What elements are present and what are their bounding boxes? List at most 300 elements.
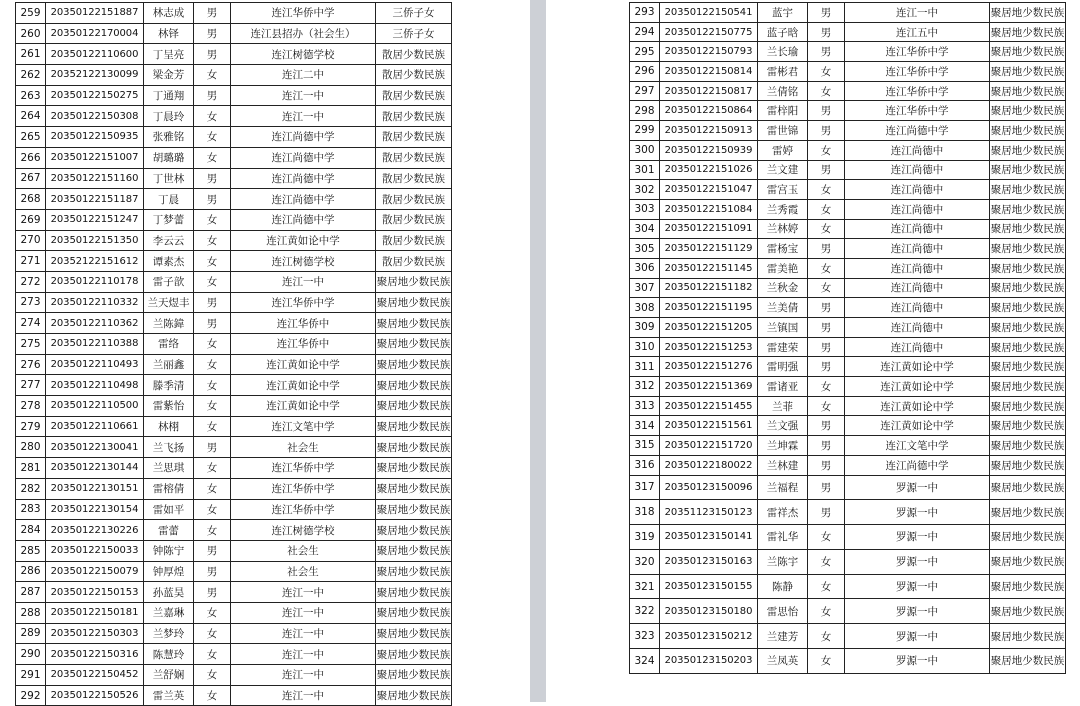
- exam-id-cell: 20350122150775: [660, 22, 758, 42]
- gender-cell: 女: [194, 458, 231, 479]
- exam-id-cell: 20350122150817: [660, 81, 758, 101]
- table-row: [16, 396, 452, 417]
- exam-id-cell: 20350122110498: [46, 375, 144, 396]
- exam-id-cell: 20350122150793: [660, 42, 758, 62]
- student-name-cell: 雷美艳: [758, 258, 808, 278]
- student-name-cell: 丁晨: [144, 189, 194, 210]
- student-name-cell: 兰林建: [758, 455, 808, 475]
- gender-cell: 男: [194, 437, 231, 458]
- category-cell: 聚居地少数民族: [376, 561, 452, 582]
- row-number-cell: 283: [16, 499, 46, 520]
- school-cell: 社会生: [231, 561, 376, 582]
- gender-cell: 女: [194, 334, 231, 355]
- row-number-cell: 280: [16, 437, 46, 458]
- table-row: [630, 278, 1066, 298]
- table-row: [630, 140, 1066, 160]
- school-cell: 连江尚德中: [845, 258, 990, 278]
- school-cell: 连江一中: [845, 3, 990, 23]
- exam-id-cell: 20350122151350: [46, 230, 144, 251]
- category-cell: 聚居地少数民族: [376, 685, 452, 706]
- gender-cell: 女: [808, 649, 845, 674]
- table-row: [16, 354, 452, 375]
- category-cell: 散居少数民族: [376, 168, 452, 189]
- student-name-cell: 陈慧玲: [144, 644, 194, 665]
- row-number-cell: 278: [16, 396, 46, 417]
- category-cell: 三侨子女: [376, 23, 452, 44]
- category-cell: 散居少数民族: [376, 230, 452, 251]
- student-name-cell: 钟厚煌: [144, 561, 194, 582]
- row-number-cell: 274: [16, 313, 46, 334]
- row-number-cell: 259: [16, 3, 46, 24]
- school-cell: 连江一中: [231, 106, 376, 127]
- row-number-cell: 267: [16, 168, 46, 189]
- table-row: [16, 106, 452, 127]
- student-name-cell: 兰镇国: [758, 318, 808, 338]
- school-cell: 连江尚德中: [845, 239, 990, 259]
- table-row: [630, 599, 1066, 624]
- page-divider: [530, 0, 546, 702]
- row-number-cell: 318: [630, 500, 660, 525]
- category-cell: 散居少数民族: [376, 65, 452, 86]
- exam-id-cell: 20350122150541: [660, 3, 758, 23]
- left-table: [15, 2, 452, 706]
- gender-cell: 男: [194, 582, 231, 603]
- row-number-cell: 271: [16, 251, 46, 272]
- gender-cell: 男: [808, 239, 845, 259]
- category-cell: 散居少数民族: [376, 189, 452, 210]
- category-cell: 散居少数民族: [376, 127, 452, 148]
- gender-cell: 男: [808, 337, 845, 357]
- row-number-cell: 290: [16, 644, 46, 665]
- category-cell: 聚居地少数民族: [990, 318, 1066, 338]
- table-row: [630, 258, 1066, 278]
- row-number-cell: 320: [630, 549, 660, 574]
- student-name-cell: 兰梦玲: [144, 623, 194, 644]
- school-cell: 连江树德学校: [231, 251, 376, 272]
- table-row: [16, 209, 452, 230]
- exam-id-cell: 20350123150203: [660, 649, 758, 674]
- row-number-cell: 285: [16, 540, 46, 561]
- row-number-cell: 273: [16, 292, 46, 313]
- exam-id-cell: 20350122151253: [660, 337, 758, 357]
- row-number-cell: 321: [630, 574, 660, 599]
- gender-cell: 女: [194, 375, 231, 396]
- table-row: [630, 219, 1066, 239]
- category-cell: 聚居地少数民族: [376, 416, 452, 437]
- row-number-cell: 269: [16, 209, 46, 230]
- exam-id-cell: 20352122130099: [46, 65, 144, 86]
- row-number-cell: 306: [630, 258, 660, 278]
- table-row: [16, 478, 452, 499]
- exam-id-cell: 20350123150180: [660, 599, 758, 624]
- table-row: [630, 180, 1066, 200]
- row-number-cell: 294: [630, 22, 660, 42]
- exam-id-cell: 20350122150153: [46, 582, 144, 603]
- school-cell: 连江一中: [231, 85, 376, 106]
- gender-cell: 男: [194, 313, 231, 334]
- row-number-cell: 261: [16, 44, 46, 65]
- student-name-cell: 丁梦蕾: [144, 209, 194, 230]
- student-name-cell: 雷梓阳: [758, 101, 808, 121]
- exam-id-cell: 20350122130151: [46, 478, 144, 499]
- category-cell: 聚居地少数民族: [376, 271, 452, 292]
- school-cell: 社会生: [231, 437, 376, 458]
- category-cell: 聚居地少数民族: [990, 377, 1066, 397]
- gender-cell: 女: [808, 258, 845, 278]
- gender-cell: 女: [194, 127, 231, 148]
- school-cell: 连江尚德中: [845, 337, 990, 357]
- student-name-cell: 兰飞扬: [144, 437, 194, 458]
- right-page: [546, 0, 1080, 702]
- exam-id-cell: 20350122151007: [46, 147, 144, 168]
- table-row: [16, 65, 452, 86]
- student-name-cell: 兰丽鑫: [144, 354, 194, 375]
- gender-cell: 男: [808, 357, 845, 377]
- category-cell: 聚居地少数民族: [376, 396, 452, 417]
- gender-cell: 女: [194, 644, 231, 665]
- category-cell: 聚居地少数民族: [990, 239, 1066, 259]
- row-number-cell: 289: [16, 623, 46, 644]
- exam-id-cell: 20350123150096: [660, 475, 758, 500]
- table-row: [16, 416, 452, 437]
- student-name-cell: 滕季清: [144, 375, 194, 396]
- category-cell: 聚居地少数民族: [990, 42, 1066, 62]
- gender-cell: 女: [194, 230, 231, 251]
- row-number-cell: 268: [16, 189, 46, 210]
- exam-id-cell: 20350122151145: [660, 258, 758, 278]
- exam-id-cell: 20350123150155: [660, 574, 758, 599]
- student-name-cell: 雷如平: [144, 499, 194, 520]
- gender-cell: 女: [808, 62, 845, 82]
- school-cell: 罗源一中: [845, 525, 990, 550]
- student-name-cell: 雷紫怡: [144, 396, 194, 417]
- category-cell: 聚居地少数民族: [990, 62, 1066, 82]
- school-cell: 连江一中: [231, 685, 376, 706]
- table-row: [16, 230, 452, 251]
- row-number-cell: 312: [630, 377, 660, 397]
- row-number-cell: 270: [16, 230, 46, 251]
- table-row: [16, 623, 452, 644]
- student-name-cell: 兰菲: [758, 396, 808, 416]
- school-cell: 连江华侨中学: [231, 499, 376, 520]
- table-row: [630, 298, 1066, 318]
- category-cell: 三侨子女: [376, 3, 452, 24]
- row-number-cell: 277: [16, 375, 46, 396]
- student-name-cell: 雷兰英: [144, 685, 194, 706]
- row-number-cell: 263: [16, 85, 46, 106]
- school-cell: 连江黄如论中学: [845, 377, 990, 397]
- gender-cell: 女: [808, 219, 845, 239]
- row-number-cell: 299: [630, 121, 660, 141]
- gender-cell: 女: [194, 602, 231, 623]
- category-cell: 聚居地少数民族: [376, 499, 452, 520]
- category-cell: 聚居地少数民族: [990, 298, 1066, 318]
- row-number-cell: 265: [16, 127, 46, 148]
- category-cell: 散居少数民族: [376, 147, 452, 168]
- table-row: [630, 121, 1066, 141]
- student-name-cell: 雷宫玉: [758, 180, 808, 200]
- category-cell: 聚居地少数民族: [990, 475, 1066, 500]
- gender-cell: 女: [194, 106, 231, 127]
- exam-id-cell: 20350122110362: [46, 313, 144, 334]
- school-cell: 连江尚德中: [845, 140, 990, 160]
- school-cell: 连江尚德中学: [231, 189, 376, 210]
- exam-id-cell: 20350122151205: [660, 318, 758, 338]
- row-number-cell: 276: [16, 354, 46, 375]
- school-cell: 连江一中: [231, 623, 376, 644]
- student-name-cell: 兰林婷: [758, 219, 808, 239]
- school-cell: 罗源一中: [845, 500, 990, 525]
- category-cell: 聚居地少数民族: [990, 455, 1066, 475]
- category-cell: 聚居地少数民族: [990, 416, 1066, 436]
- row-number-cell: 314: [630, 416, 660, 436]
- table-row: [16, 189, 452, 210]
- exam-id-cell: 20350122151369: [660, 377, 758, 397]
- school-cell: 连江尚德中学: [845, 455, 990, 475]
- category-cell: 聚居地少数民族: [376, 478, 452, 499]
- gender-cell: 女: [194, 416, 231, 437]
- student-name-cell: 兰秀霞: [758, 199, 808, 219]
- school-cell: 连江尚德中学: [845, 121, 990, 141]
- left-page: [0, 0, 530, 702]
- school-cell: 连江华侨中: [231, 334, 376, 355]
- gender-cell: 女: [808, 140, 845, 160]
- student-name-cell: 兰文建: [758, 160, 808, 180]
- gender-cell: 女: [194, 665, 231, 686]
- table-row: [16, 168, 452, 189]
- table-row: [16, 271, 452, 292]
- category-cell: 聚居地少数民族: [990, 436, 1066, 456]
- category-cell: 聚居地少数民族: [376, 540, 452, 561]
- exam-id-cell: 20350122151129: [660, 239, 758, 259]
- gender-cell: 女: [194, 251, 231, 272]
- category-cell: 聚居地少数民族: [990, 258, 1066, 278]
- exam-id-cell: 20350122151720: [660, 436, 758, 456]
- category-cell: 聚居地少数民族: [376, 334, 452, 355]
- exam-id-cell: 20350122150079: [46, 561, 144, 582]
- row-number-cell: 319: [630, 525, 660, 550]
- student-name-cell: 林志成: [144, 3, 194, 24]
- school-cell: 连江黄如论中学: [231, 230, 376, 251]
- gender-cell: 女: [194, 396, 231, 417]
- category-cell: 聚居地少数民族: [990, 180, 1066, 200]
- table-row: [630, 357, 1066, 377]
- category-cell: 聚居地少数民族: [990, 3, 1066, 23]
- exam-id-cell: 20350122130154: [46, 499, 144, 520]
- school-cell: 连江华侨中: [231, 313, 376, 334]
- category-cell: 聚居地少数民族: [990, 396, 1066, 416]
- exam-id-cell: 20350122110661: [46, 416, 144, 437]
- table-row: [630, 500, 1066, 525]
- school-cell: 连江华侨中学: [231, 458, 376, 479]
- student-name-cell: 林栩: [144, 416, 194, 437]
- table-row: [16, 665, 452, 686]
- category-cell: 聚居地少数民族: [376, 623, 452, 644]
- table-row: [630, 3, 1066, 23]
- row-number-cell: 304: [630, 219, 660, 239]
- exam-id-cell: 20350122110500: [46, 396, 144, 417]
- gender-cell: 男: [808, 416, 845, 436]
- row-number-cell: 284: [16, 520, 46, 541]
- category-cell: 聚居地少数民族: [990, 140, 1066, 160]
- table-row: [630, 199, 1066, 219]
- student-name-cell: 兰陈鍏: [144, 313, 194, 334]
- school-cell: 连江二中: [231, 65, 376, 86]
- gender-cell: 女: [194, 520, 231, 541]
- gender-cell: 女: [808, 278, 845, 298]
- row-number-cell: 313: [630, 396, 660, 416]
- gender-cell: 女: [194, 354, 231, 375]
- student-name-cell: 雷杨宝: [758, 239, 808, 259]
- category-cell: 聚居地少数民族: [376, 313, 452, 334]
- student-name-cell: 兰陈宇: [758, 549, 808, 574]
- gender-cell: 男: [194, 292, 231, 313]
- student-name-cell: 雷榕倩: [144, 478, 194, 499]
- school-cell: 连江文笔中学: [231, 416, 376, 437]
- school-cell: 连江华侨中学: [845, 42, 990, 62]
- school-cell: 连江五中: [845, 22, 990, 42]
- gender-cell: 女: [808, 81, 845, 101]
- row-number-cell: 281: [16, 458, 46, 479]
- student-name-cell: 丁晨玲: [144, 106, 194, 127]
- table-row: [630, 436, 1066, 456]
- student-name-cell: 孙蓝昊: [144, 582, 194, 603]
- table-row: [16, 23, 452, 44]
- exam-id-cell: 20350123150163: [660, 549, 758, 574]
- table-row: [630, 455, 1066, 475]
- student-name-cell: 兰建芳: [758, 624, 808, 649]
- category-cell: 散居少数民族: [376, 85, 452, 106]
- student-name-cell: 兰坤霖: [758, 436, 808, 456]
- exam-id-cell: 20350122150316: [46, 644, 144, 665]
- exam-id-cell: 20350122150864: [660, 101, 758, 121]
- row-number-cell: 323: [630, 624, 660, 649]
- right-table: [629, 2, 1066, 674]
- gender-cell: 男: [808, 3, 845, 23]
- table-row: [16, 292, 452, 313]
- student-name-cell: 胡璐璐: [144, 147, 194, 168]
- student-name-cell: 丁通翔: [144, 85, 194, 106]
- school-cell: 连江文笔中学: [845, 436, 990, 456]
- school-cell: 社会生: [231, 540, 376, 561]
- exam-id-cell: 20350122150452: [46, 665, 144, 686]
- category-cell: 聚居地少数民族: [376, 458, 452, 479]
- student-name-cell: 梁金芳: [144, 65, 194, 86]
- row-number-cell: 293: [630, 3, 660, 23]
- student-name-cell: 雷诸亚: [758, 377, 808, 397]
- student-name-cell: 丁呈亮: [144, 44, 194, 65]
- table-row: [16, 437, 452, 458]
- row-number-cell: 275: [16, 334, 46, 355]
- exam-id-cell: 20350122170004: [46, 23, 144, 44]
- category-cell: 聚居地少数民族: [990, 160, 1066, 180]
- exam-id-cell: 20350122110332: [46, 292, 144, 313]
- category-cell: 聚居地少数民族: [990, 199, 1066, 219]
- row-number-cell: 302: [630, 180, 660, 200]
- row-number-cell: 324: [630, 649, 660, 674]
- exam-id-cell: 20350122150913: [660, 121, 758, 141]
- gender-cell: 男: [194, 44, 231, 65]
- exam-id-cell: 20350122150033: [46, 540, 144, 561]
- school-cell: 罗源一中: [845, 475, 990, 500]
- exam-id-cell: 20350122180022: [660, 455, 758, 475]
- exam-id-cell: 20350122151561: [660, 416, 758, 436]
- gender-cell: 女: [194, 478, 231, 499]
- category-cell: 聚居地少数民族: [376, 582, 452, 603]
- table-row: [16, 313, 452, 334]
- student-name-cell: 雷彬君: [758, 62, 808, 82]
- gender-cell: 女: [194, 499, 231, 520]
- table-row: [630, 525, 1066, 550]
- student-name-cell: 雷婷: [758, 140, 808, 160]
- table-row: [16, 685, 452, 706]
- student-name-cell: 兰倩铭: [758, 81, 808, 101]
- row-number-cell: 262: [16, 65, 46, 86]
- exam-id-cell: 20352122151612: [46, 251, 144, 272]
- school-cell: 连江黄如论中学: [845, 396, 990, 416]
- student-name-cell: 雷礼华: [758, 525, 808, 550]
- school-cell: 连江华侨中学: [845, 101, 990, 121]
- exam-id-cell: 20350123150212: [660, 624, 758, 649]
- exam-id-cell: 20350122151276: [660, 357, 758, 377]
- school-cell: 连江尚德中: [845, 160, 990, 180]
- row-number-cell: 297: [630, 81, 660, 101]
- row-number-cell: 317: [630, 475, 660, 500]
- category-cell: 聚居地少数民族: [990, 525, 1066, 550]
- table-row: [630, 396, 1066, 416]
- gender-cell: 女: [194, 209, 231, 230]
- table-row: [630, 160, 1066, 180]
- category-cell: 聚居地少数民族: [990, 500, 1066, 525]
- school-cell: 连江树德学校: [231, 44, 376, 65]
- row-number-cell: 308: [630, 298, 660, 318]
- school-cell: 连江一中: [231, 644, 376, 665]
- table-row: [16, 561, 452, 582]
- category-cell: 聚居地少数民族: [376, 644, 452, 665]
- row-number-cell: 272: [16, 271, 46, 292]
- gender-cell: 男: [808, 298, 845, 318]
- student-name-cell: 兰凤英: [758, 649, 808, 674]
- category-cell: 聚居地少数民族: [376, 602, 452, 623]
- table-row: [630, 337, 1066, 357]
- row-number-cell: 310: [630, 337, 660, 357]
- category-cell: 聚居地少数民族: [990, 81, 1066, 101]
- school-cell: 连江黄如论中学: [231, 354, 376, 375]
- gender-cell: 女: [808, 549, 845, 574]
- row-number-cell: 266: [16, 147, 46, 168]
- gender-cell: 男: [194, 561, 231, 582]
- exam-id-cell: 20350122151247: [46, 209, 144, 230]
- exam-id-cell: 20350122151160: [46, 168, 144, 189]
- exam-id-cell: 20350122150181: [46, 602, 144, 623]
- exam-id-cell: 20351123150123: [660, 500, 758, 525]
- student-name-cell: 谭素杰: [144, 251, 194, 272]
- student-name-cell: 兰长瑜: [758, 42, 808, 62]
- table-row: [16, 540, 452, 561]
- school-cell: 连江一中: [231, 582, 376, 603]
- row-number-cell: 300: [630, 140, 660, 160]
- exam-id-cell: 20350122150275: [46, 85, 144, 106]
- row-number-cell: 298: [630, 101, 660, 121]
- row-number-cell: 322: [630, 599, 660, 624]
- category-cell: 散居少数民族: [376, 106, 452, 127]
- student-name-cell: 张雅铭: [144, 127, 194, 148]
- gender-cell: 男: [808, 160, 845, 180]
- row-number-cell: 282: [16, 478, 46, 499]
- exam-id-cell: 20350122130041: [46, 437, 144, 458]
- row-number-cell: 303: [630, 199, 660, 219]
- category-cell: 聚居地少数民族: [990, 649, 1066, 674]
